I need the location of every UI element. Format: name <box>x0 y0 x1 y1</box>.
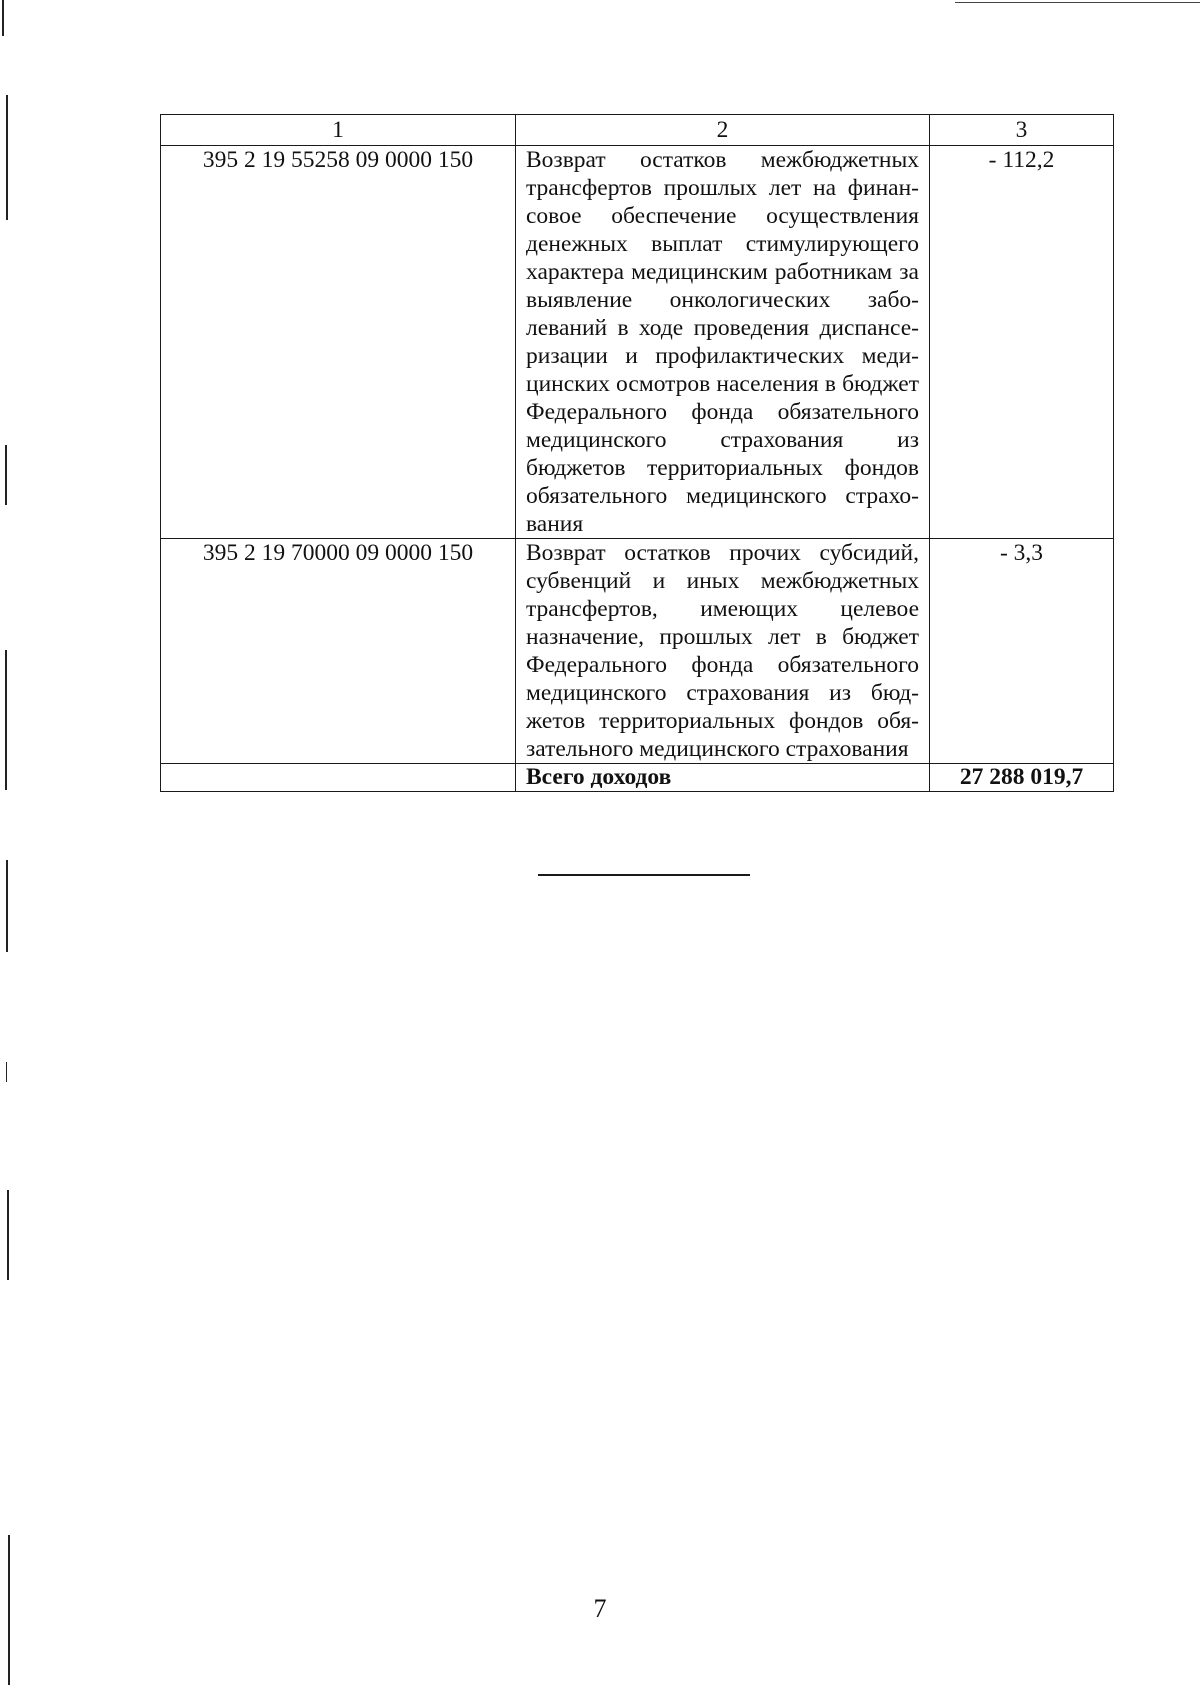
table-header-row <box>161 115 1114 146</box>
total-label: Всего доходов <box>516 764 930 792</box>
table-row <box>161 539 1114 764</box>
scan-edge-mark <box>6 95 8 220</box>
revenue-table <box>160 114 1114 792</box>
scan-edge-mark <box>7 1190 9 1280</box>
column-number-1: 1 <box>161 115 516 146</box>
scan-edge-mark <box>5 650 7 790</box>
scan-edge-mark <box>8 1535 10 1685</box>
total-amount: 27 288 019,7 <box>930 764 1114 792</box>
table-row <box>161 146 1114 539</box>
scan-edge-mark <box>2 0 4 36</box>
top-edge-rule <box>955 2 1200 3</box>
revenue-amount: - 3,3 <box>930 539 1114 764</box>
end-of-table-rule <box>538 874 750 876</box>
scan-edge-mark <box>6 860 8 952</box>
budget-code: 395 2 19 70000 09 0000 150 <box>161 539 516 764</box>
scan-edge-mark <box>5 445 7 505</box>
page-number: 7 <box>593 1594 607 1623</box>
revenue-amount: - 112,2 <box>930 146 1114 539</box>
scan-edge-mark <box>6 1062 7 1082</box>
total-code-cell <box>161 764 516 792</box>
budget-code: 395 2 19 55258 09 0000 150 <box>161 146 516 539</box>
total-row <box>161 764 1114 792</box>
revenue-description: Возврат остатков прочих субсидий, субвенций и иных межбюджетных трансфертов, имеющих целевое назначение, прошлых лет в бюджет Федерального фонда обязательного медицинского страхования из бюджетов территориальных фондов обязательного медицинского страхования <box>516 539 930 764</box>
revenue-description: Возврат остатков межбюджетных трансфертов прошлых лет на финансовое обеспечение осуществления денежных выплат стимулирующего характера медицинским работникам за выявление онкологических заболеваний в ходе проведения диспансеризации и профилактических медицинских осмотров населения в бюджет Федерального фонда обязательного медицинского страхования из бюджетов территориальных фондов обязательного медицинского страхования <box>516 146 930 539</box>
column-number-2: 2 <box>516 115 930 146</box>
column-number-3: 3 <box>930 115 1114 146</box>
